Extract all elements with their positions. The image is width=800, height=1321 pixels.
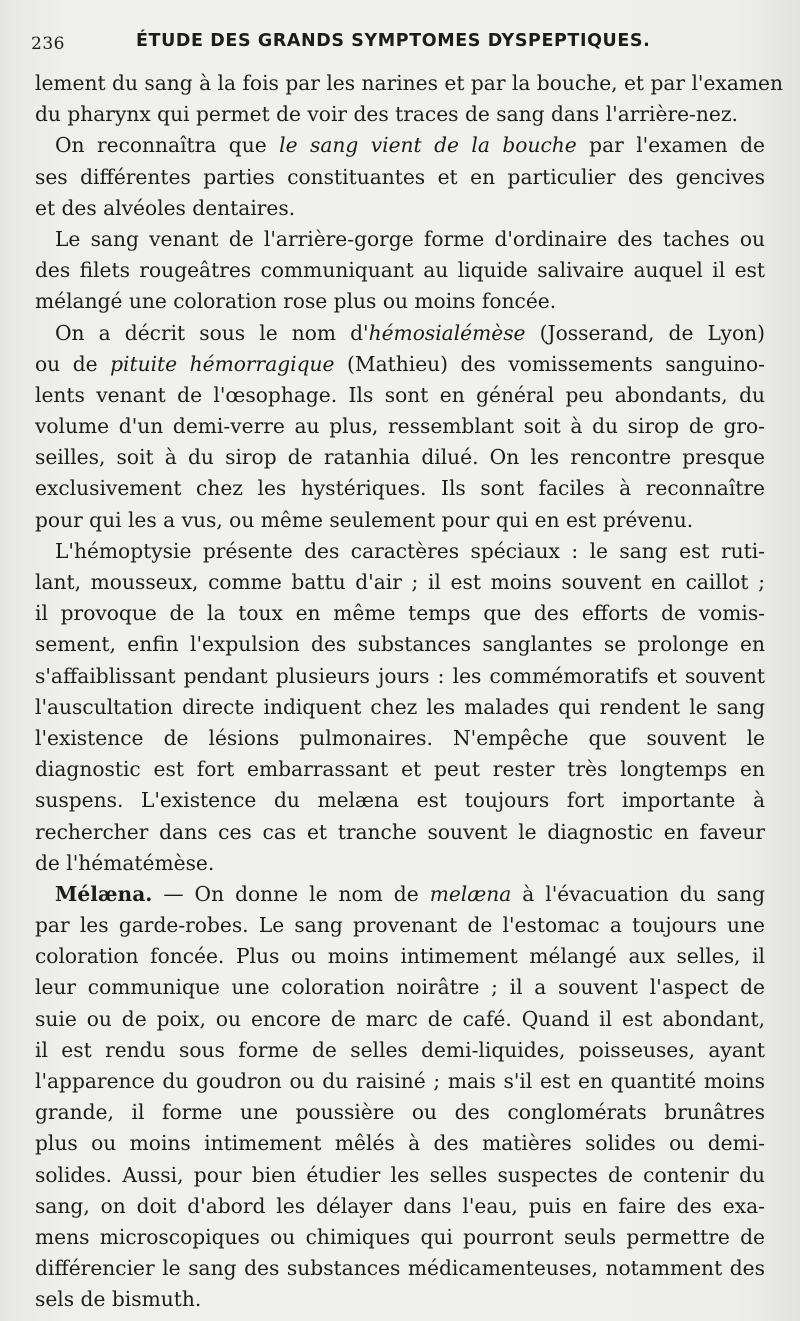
- text-line: leur communique une coloration noirâtre ; il a souvent l'aspect de: [35, 975, 765, 1000]
- italic-term: melæna: [429, 881, 512, 906]
- text-line: rechercher dans ces cas et tranche souvent le diagnostic en faveur: [35, 819, 765, 844]
- text-line: Le sang venant de l'arrière-gorge forme d'ordinaire des taches ou: [55, 226, 765, 251]
- text-line: seilles, soit à du sirop de ratanhia dilué. On les rencontre presque: [35, 445, 765, 470]
- text-line: lement du sang à la fois par les narines et par la bouche, et par l'examen: [35, 71, 783, 95]
- text-line: [35, 318, 765, 349]
- text-run: — On donne le nom de: [152, 881, 430, 906]
- running-head: [31, 31, 771, 55]
- running-title: ÉTUDE DES GRANDS SYMPTOMES DYSPEPTIQUES.: [136, 31, 651, 51]
- text-line: solides. Aussi, pour bien étudier les selles suspectes de contenir du: [35, 1162, 765, 1187]
- text-line: sang, on doit d'abord les délayer dans l'eau, puis en faire des exa-: [35, 1193, 765, 1218]
- text-line: ses différentes parties constituantes et en particulier des gencives: [35, 164, 765, 189]
- italic-term: hémosialémèse: [368, 320, 526, 345]
- text-line: de l'hématémèse.: [35, 850, 215, 875]
- text-line: sels de bismuth.: [35, 1287, 202, 1312]
- text-line: L'hémoptysie présente des caractères spéciaux : le sang est ruti-: [55, 538, 765, 563]
- italic-phrase: le sang vient de la bouche: [279, 133, 577, 158]
- text-line: des filets rougeâtres communiquant au liquide salivaire auquel il est: [35, 258, 765, 283]
- body-text: [35, 68, 783, 1316]
- text-line: diagnostic est fort embarrassant et peut rester très longtemps en: [35, 757, 765, 782]
- text-line: [35, 349, 765, 380]
- text-line: plus ou moins intimement mêlés à des matières solides ou demi-: [35, 1131, 765, 1156]
- text-run: On reconnaîtra que: [55, 133, 280, 158]
- text-run: à l'évacuation du sang: [511, 881, 765, 906]
- text-line: mélangé une coloration rose plus ou moins foncée.: [35, 289, 557, 314]
- text-line: l'existence de lésions pulmonaires. N'empêche que souvent le: [35, 725, 765, 750]
- text-line: exclusivement chez les hystériques. Ils sont faciles à reconnaître: [35, 476, 765, 501]
- text-line: s'affaiblissant pendant plusieurs jours : les commémoratifs et souvent: [35, 663, 765, 688]
- text-line: volume d'un demi-verre au plus, ressemblant soit à du sirop de gro-: [35, 414, 765, 439]
- text-line: lents venant de l'œsophage. Ils sont en général peu abondants, du: [35, 382, 765, 407]
- text-line: il provoque de la toux en même temps que des efforts de vomis-: [35, 601, 765, 626]
- text-run: (Josserand, de Lyon): [525, 320, 765, 345]
- text-run: ou de: [35, 351, 111, 376]
- italic-term: pituite hémorragique: [110, 351, 335, 376]
- text-run: par l'examen de: [576, 133, 765, 158]
- text-line: mens microscopiques ou chimiques qui pourront seuls permettre de: [35, 1224, 765, 1249]
- text-line: différencier le sang des substances médicamenteuses, notamment des: [35, 1256, 765, 1281]
- text-line: [35, 879, 765, 910]
- text-run: (Mathieu) des vomissements sanguino-: [334, 351, 765, 376]
- text-line: pour qui les a vus, ou même seulement pour qui en est prévenu.: [35, 507, 694, 532]
- section-heading: Mélæna.: [55, 881, 153, 906]
- text-line: suie ou de poix, ou encore de marc de café. Quand il est abondant,: [35, 1006, 765, 1031]
- text-line: il est rendu sous forme de selles demi-liquides, poisseuses, ayant: [35, 1037, 765, 1062]
- text-line: sement, enfin l'expulsion des substances sanglantes se prolonge en: [35, 632, 765, 657]
- text-line: du pharynx qui permet de voir des traces de sang dans l'arrière-nez.: [35, 102, 738, 127]
- text-line: par les garde-robes. Le sang provenant de l'estomac a toujours une: [35, 913, 765, 938]
- text-line: l'apparence du goudron ou du raisiné ; mais s'il est en quantité moins: [35, 1069, 765, 1093]
- text-line: et des alvéoles dentaires.: [35, 195, 296, 220]
- text-line: grande, il forme une poussière ou des conglomérats brunâtres: [35, 1100, 765, 1125]
- page-number: 236: [31, 34, 65, 54]
- text-line: lant, mousseux, comme battu d'air ; il est moins souvent en caillot ;: [35, 570, 765, 594]
- text-line: l'auscultation directe indiquent chez les malades qui rendent le sang: [35, 694, 765, 719]
- text-line: suspens. L'existence du melæna est toujours fort importante à: [35, 788, 765, 813]
- text-run: On a décrit sous le nom d': [55, 320, 369, 345]
- text-line: coloration foncée. Plus ou moins intimement mélangé aux selles, il: [35, 944, 765, 969]
- text-line: [35, 130, 765, 161]
